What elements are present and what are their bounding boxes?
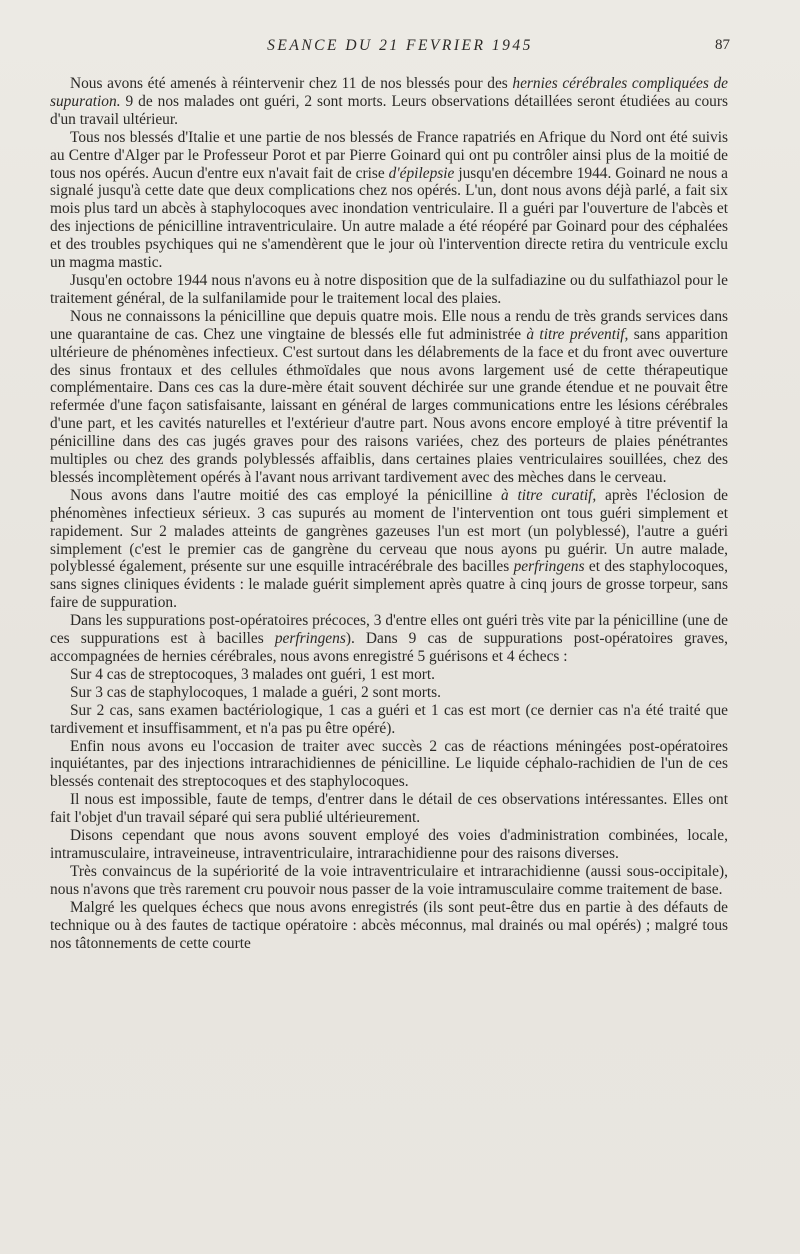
paragraph-text: Dans les suppurations post-opératoires précoces, 3 d'entre elles ont guéri très vite par la pénicilline (une de ces suppurations est à bacilles bbox=[50, 612, 728, 648]
italic-text: perfringens bbox=[513, 558, 585, 576]
paragraph-text: sans apparition ultérieure de phénomènes infectieux. C'est surtout dans les délabrements de la face et du front avec ouverture des sinus frontaux et des cellules éthmoïdales que nous avons largement usé de cette thérapeutique complémentaire. Dans ces cas la dure-mère était souvent déchirée sur une grande étendue et ne pouvait être refermée d'une façon satisfaisante, laissant en général de larges communications entre les lésions cérébrales d'une part, et les cavités naturelles et l'extérieur d'autre part. Nous avons encore employé à titre préventif la pénicilline dans des cas jugés graves pour des raisons variées, chez des porteurs de plaies pénétrantes multiples ou chez des grands polyblessés affaiblis, dans certaines plaies ventriculaires souillées, chez des blessés incomplètement opérés à l'avant nous arrivant tardivement avec des mèches dans le cerveau. bbox=[50, 325, 728, 486]
paragraph-text: après l'éclosion de phénomènes infectieux sérieux. 3 cas supurés au moment de l'intervention ont tous guéri simplement et rapidement. Sur 2 malades atteints de gangrènes gazeuses l'un est mort (un polyblessé), l'autre a guéri simplement (c'est le premier cas de gangrène du cerveau que nous ayons pu guérir. Un autre malade, polyblessé également, présente sur une esquille intracérébrale des bacilles bbox=[50, 486, 728, 576]
paragraph bbox=[50, 827, 728, 863]
paragraph-text: Nous ne connaissons la pénicilline que depuis quatre mois. Elle nous a rendu de très grands services dans une quarantaine de cas. Chez une vingtaine de blessés elle fut administrée bbox=[50, 307, 728, 343]
paragraph bbox=[50, 129, 728, 272]
paragraph-text: Malgré les quelques échecs que nous avons enregistrés (ils sont peut-être dus en partie à des défauts de technique ou à des fautes de tactique opératoire : abcès méconnus, mal drainés ou mal opérés) ; malgré tous nos tâtonnements de cette courte bbox=[50, 898, 728, 952]
paragraph-text: Jusqu'en octobre 1944 nous n'avons eu à notre disposition que de la sulfadiazine ou du sulfathiazol pour le traitement général, de la sulfanilamide pour le traitement local des plaies. bbox=[50, 271, 728, 307]
paragraph bbox=[50, 272, 728, 308]
italic-text: hernies cérébrales compliquées de supuration. bbox=[50, 75, 728, 110]
paragraph bbox=[50, 791, 728, 827]
paragraph-text: Tous nos blessés d'Italie et une partie de nos blessés de France rapatriés en Afrique du Nord ont été suivis au Centre d'Alger par le Professeur Porot et par Pierre Goinard qui ont pu contrôler ainsi plus de la moitié de tous nos opérés. Aucun d'entre eux n'avait fait de crise bbox=[50, 128, 728, 182]
paragraph-text: Il nous est impossible, faute de temps, d'entrer dans le détail de ces observations intéressantes. Elles ont fait l'objet d'un travail séparé qui sera publié ultérieurement. bbox=[50, 791, 728, 827]
article-body bbox=[50, 75, 728, 952]
paragraph-text: jusqu'en décembre 1944. Goinard ne nous a signalé jusqu'à cette date que deux complications chez nos opérés. L'un, dont nous avons déjà parlé, a fait six mois plus tard un abcès à staphylocoques avec inondation ventriculaire. Il a guéri par l'ouverture de l'abcès et des injections de pénicilline intraventriculaire. Un autre malade a été réopéré par Goinard pour des céphalées et des troubles psychiques qui ne s'amendèrent que le jour où l'intervention directe retira du ventricule exclu un magma mastic. bbox=[50, 164, 728, 272]
italic-text: d'épilepsie bbox=[388, 164, 455, 182]
paragraph bbox=[50, 899, 728, 953]
paragraph-text: Disons cependant que nous avons souvent employé des voies d'administration combinées, locale, intramusculaire, intraveineuse, intraventriculaire, intrarachidienne pour des raisons diverses. bbox=[50, 827, 728, 862]
italic-text: perfringens bbox=[274, 630, 346, 648]
paragraph bbox=[50, 612, 728, 666]
paragraph-text: ). Dans 9 cas de suppurations post-opératoires graves, accompagnées de hernies cérébrales, nous avons enregistré 5 guérisons et 4 échecs : bbox=[50, 630, 728, 665]
header-title: SEANCE DU 21 FEVRIER 1945 bbox=[267, 37, 533, 54]
paragraph-text: Sur 2 cas, sans examen bactériologique, 1 cas a guéri et 1 cas est mort (ce dernier cas n'a été traité que tardivement et insuffisamment, et n'a pas pu être opéré). bbox=[50, 701, 728, 737]
italic-text: à titre curatif, bbox=[500, 486, 597, 504]
paragraph-text: Sur 4 cas de streptocoques, 3 malades ont guéri, 1 est mort. bbox=[70, 665, 436, 683]
italic-text: à titre préventif, bbox=[526, 325, 629, 343]
page-number: 87 bbox=[715, 37, 730, 53]
paragraph-text: Très convaincus de la supériorité de la voie intraventriculaire et intrarachidienne (aussi sous-occipitale), nous n'avons que très rarement cru pouvoir nous passer de la voie intramusculaire comme traitement de base. bbox=[50, 862, 728, 898]
paragraph bbox=[50, 666, 728, 684]
paragraph bbox=[50, 487, 728, 612]
paragraph-text: Sur 3 cas de staphylocoques, 1 malade a guéri, 2 sont morts. bbox=[70, 683, 442, 701]
paragraph bbox=[50, 684, 728, 702]
paragraph-text: Nous avons dans l'autre moitié des cas employé la pénicilline bbox=[70, 486, 501, 504]
paragraph bbox=[50, 75, 728, 129]
paragraph-text: et des staphylocoques, sans signes cliniques évidents : le malade guérit simplement après quatre à cinq jours de grosse torpeur, sans faire de suppuration. bbox=[50, 558, 729, 612]
paragraph-text: Enfin nous avons eu l'occasion de traiter avec succès 2 cas de réactions méningées post-opératoires inquiétantes, par des injections intrarachidiennes de pénicilline. Le liquide céphalo-rachidien de l'un de ces blessés contenait des streptocoques et des staphylocoques. bbox=[50, 737, 728, 791]
paragraph bbox=[50, 738, 728, 792]
paragraph bbox=[50, 863, 728, 899]
paragraph-text: 9 de nos malades ont guéri, 2 sont morts. Leurs observations détaillées seront étudiées au cours d'un travail ultérieur. bbox=[50, 92, 728, 128]
paragraph bbox=[50, 308, 728, 487]
paragraph-text: Nous avons été amenés à réintervenir chez 11 de nos blessés pour des bbox=[70, 75, 513, 92]
running-header bbox=[0, 37, 800, 59]
paragraph bbox=[50, 702, 728, 738]
